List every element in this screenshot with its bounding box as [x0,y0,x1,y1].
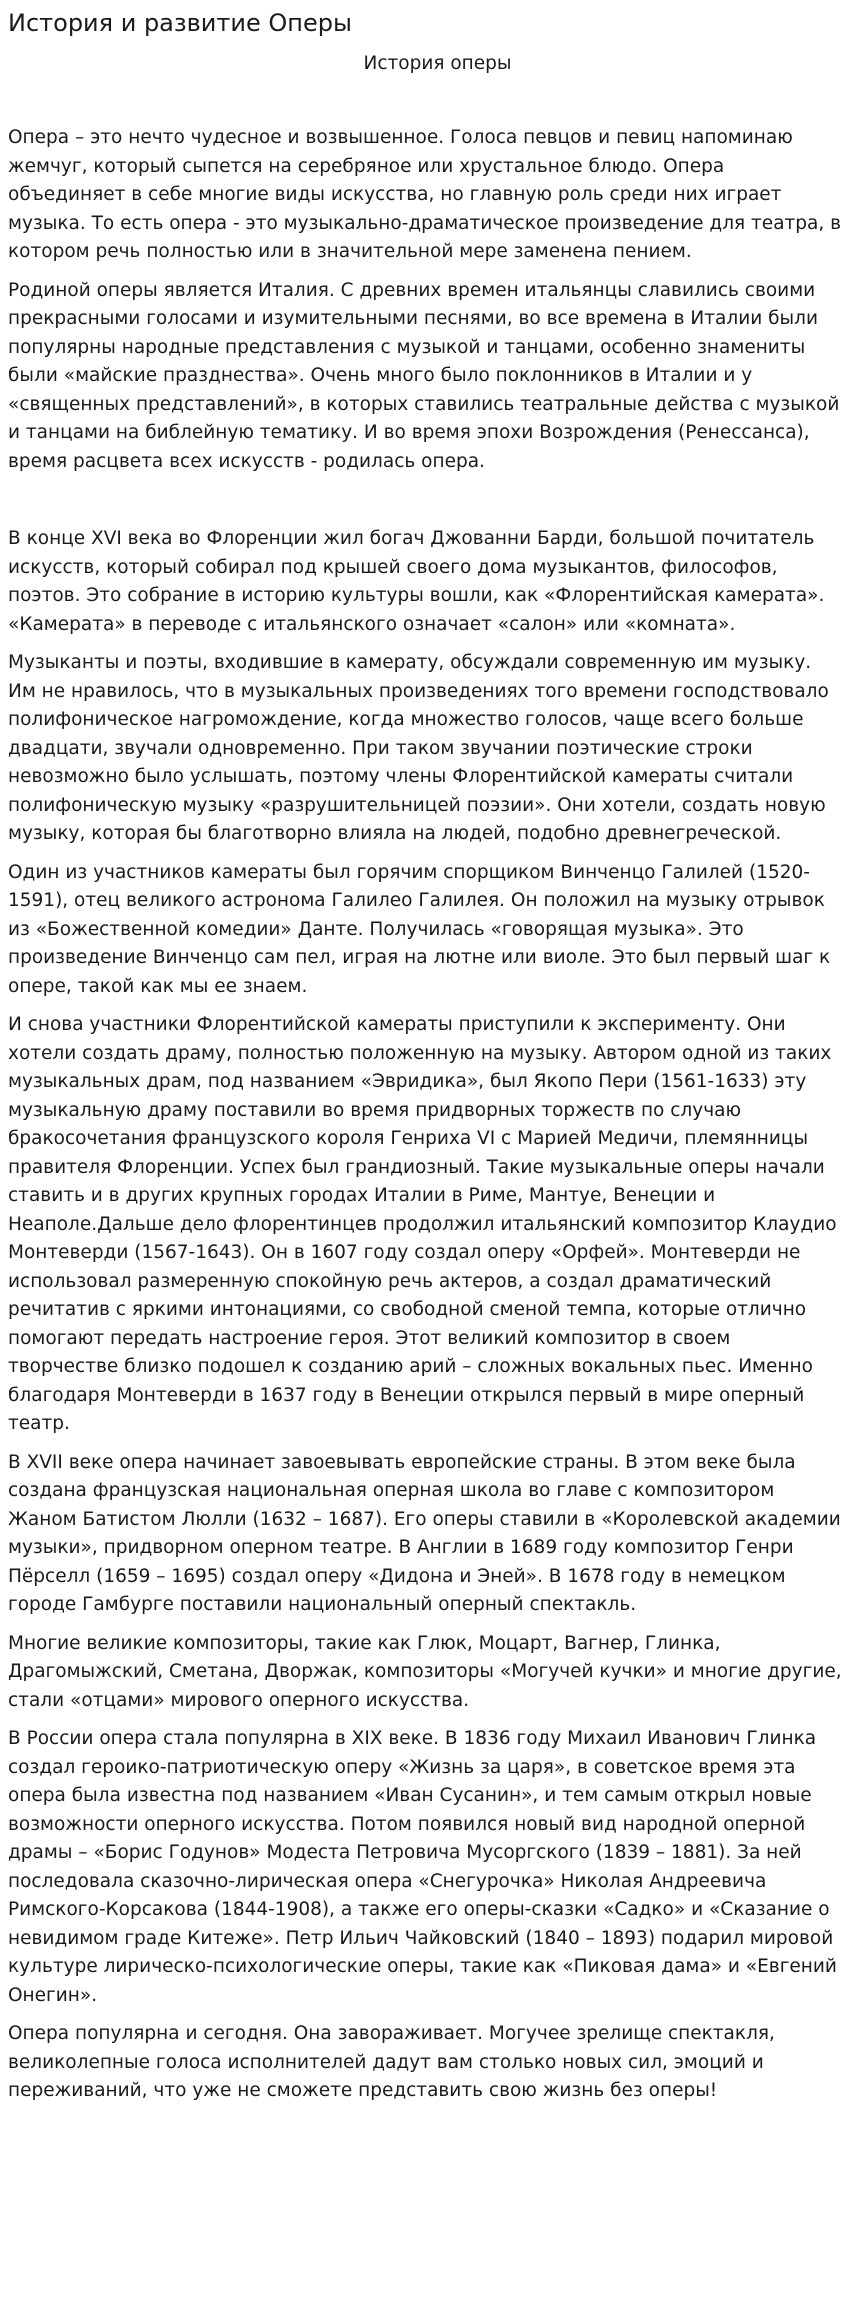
paragraph-galilei: Один из участников камераты был горячим спорщиком Винченцо Галилей (1520-1591), отец великого астронома Галилео Галилея. Он положил на музыку отрывок из «Божественной комедии» Данте. Получилась «говорящая музыка». Это произведение Винченцо сам пел, играя на лютне или виоле. Это был первый шаг к опере, такой как мы ее знаем. [8,861,831,997]
paragraph-russia: В России опера стала популярна в XIX веке. В 1836 году Михаил Иванович Глинка создал героико-патриотическую оперу «Жизнь за царя», в советское время эта опера была известна под названием «Иван Сусанин», и тем самым открыл новые возможности оперного искусства. Потом появился новый вид народной оперной драмы – «Борис Годунов» Модеста Петровича Мусоргского (1839 – 1881). За ней последовала сказочно-лирическая опера «Снегурочка» Николая Андреевича Римского-Корсакова (1844-1908), а также его оперы-сказки «Садко» и «Сказание о невидимом граде Китеже». Петр Ильич Чайковский (1840 – 1893) подарил мировой культуре лирическо-психологические оперы, такие как «Пиковая дама» и «Евгений Онегин». [8,1728,837,2006]
paragraph-peri-monteverdi: И снова участники Флорентийской камераты приступили к эксперименту. Они хотели создать драму, полностью положенную на музыку. Автором одной из таких музыкальных драм, под названием «Эвридика», был Якопо Пери (1561-1633) эту музыкальную драму поставили во время придворных торжеств по случаю бракосочетания французского короля Генриха VI с Марией Медичи, племянницы правителя Флоренции. Успех был грандиозный. Такие музыкальные оперы начали ставить и в других крупных городах Италии в Риме, Мантуе, Венеции и Неаполе.Дальше дело флорентинцев продолжил итальянский композитор Клаудио Монтеверди (1567-1643). Он в 1607 году создал оперу «Орфей». Монтеверди не использовал размеренную спокойную речь актеров, а создал драматический речитатив с яркими интонациями, со свободной сменой темпа, которые отлично помогают передать настроение героя. Этот великий композитор в своем творчестве близко подошел к созданию арий – сложных вокальных пьес. Именно благодаря Монтеверди в 1637 году в Венеции открылся первый в мире оперный театр. [8,1014,837,1434]
paragraph-bardi: В конце XVI века во Флоренции жил богач Джованни Барди, большой почитатель искусств, который собирал под крышей своего дома музыкантов, философов, поэтов. Это собрание в историю культуры вошли, как «Флорентийская камерата». «Камерата» в переводе с итальянского означает «салон» или «комната». [8,528,825,635]
paragraph-italy: Родиной оперы является Италия. С древних времен итальянцы славились своими прекрасными голосами и изумительными песнями, во все времена в Италии были популярны народные представления с музыкой и танцами, особенно знамениты были «майские празднества». Очень много было поклонников в Италии и у «священных представлений», в которых ставились театральные действа с музыкой и танцами на библейную тематику. И во время эпохи Возрождения (Ренессанса), время расцвета всех искусств - родилась опера. [8,279,840,472]
paragraph-intro: Опера – это нечто чудесное и возвышенное. Голоса певцов и певиц напоминаю жемчуг, который сыпется на серебряное или хрустальное блюдо. Опера объединяет в себе многие виды искусства, но главную роль среди них играет музыка. То есть опера - это музыкально-драматическое произведение для театра, в котором речь полностью или в значительной мере заменена пением. [8,127,842,262]
section-gap [8,486,839,525]
page-title: История и развитие Оперы [8,9,352,37]
paragraph-conclusion: Опера популярна и сегодня. Она завораживает. Могучее зрелище спектакля, великолепные голоса исполнителей дадут вам столько новых сил, эмоций и переживаний, что уже не сможете представить свою жизнь без оперы! [8,2023,775,2101]
paragraph-camerata: Музыканты и поэты, входившие в камерату, обсуждали современную им музыку. Им не нравилось, что в музыкальных произведениях того времени господствовало полифоническое нагромождение, когда множество голосов, чаще всего больше двадцати, звучали одновременно. При таком звучании поэтические строки невозможно было услышать, поэтому члены Флорентийской камераты считали полифоническую музыку «разрушительницей поэзии». Они хотели, создать новую музыку, которая бы благотворно влияла на людей, подобно древнегреческой. [8,652,829,844]
section-subtitle: История оперы [363,53,512,74]
paragraph-composers: Многие великие композиторы, такие как Глюк, Моцарт, Вагнер, Глинка, Драгомыжский, Сметана, Дворжак, композиторы «Могучей кучки» и многие другие, стали «отцами» мирового оперного искусства. [8,1632,842,1711]
paragraph-17th-century: В XVII веке опера начинает завоевывать европейские страны. В этом веке была создана французская национальная оперная школа во главе с композитором Жаном Батистом Люлли (1632 – 1687). Его оперы ставили в «Королевской академии музыки», придворном оперном театре. В Англии в 1689 году композитор Генри Пёрселл (1659 – 1695) создал оперу «Дидона и Эней». В 1678 году в немецком городе Гамбурге поставили национальный оперный спектакль. [8,1451,841,1615]
article-body [8,124,842,2106]
